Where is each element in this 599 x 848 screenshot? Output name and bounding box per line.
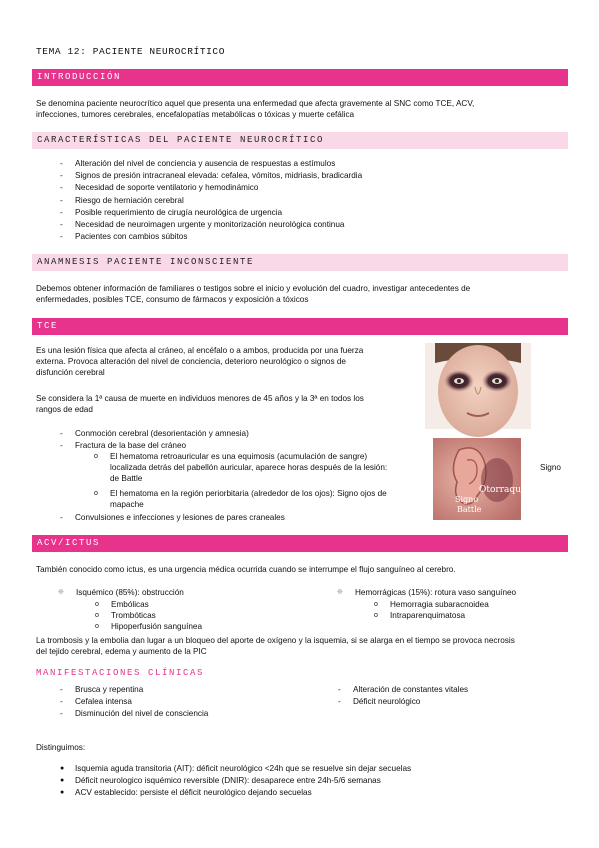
tce-line: externa. Provoca alteración del nivel de conciencia, deterioro neurológico o signos de <box>36 357 346 366</box>
hemorragico-sublist <box>374 599 489 621</box>
manifestaciones-right-list <box>338 684 469 708</box>
anamnesis-paragraph <box>36 283 564 305</box>
isquemico-block <box>58 587 184 598</box>
isquemico-label: Isquémico (85%): obstrucción <box>76 588 184 597</box>
bullet-icon: o <box>374 601 378 608</box>
tce-definition <box>36 345 414 378</box>
tce-line: disfunción cerebral <box>36 368 105 377</box>
list-item: - Fractura de la base del cráneo <box>60 441 187 451</box>
section-header-acv: ACV/ICTUS <box>32 535 568 552</box>
anamnesis-line: enfermedades, posibles TCE, consumo de fármacos y exposición a tóxicos <box>36 295 309 304</box>
ear-illustration <box>433 438 530 520</box>
raccoon-eyes-image <box>425 343 531 429</box>
trombosis-line: del tejido cerebral, edema y aumento de la PIC <box>36 647 207 656</box>
list-item: - Pacientes con cambios súbitos <box>60 232 188 242</box>
list-item: - Necesidad de soporte ventilatorio y hemodinámico <box>60 183 259 193</box>
mapache-line: mapache <box>110 500 144 509</box>
bullet-icon: o <box>95 623 99 630</box>
bullet-icon: o <box>374 612 378 619</box>
asterisk-icon: ❊ <box>58 589 64 596</box>
list-item: - Alteración del nivel de conciencia y ausencia de respuestas a estímulos <box>60 159 336 168</box>
raccoon-sign-description <box>94 488 428 510</box>
list-item: Embólicas <box>111 600 149 609</box>
section-header-anamnesis: ANAMNESIS PACIENTE INCONSCIENTE <box>32 254 568 271</box>
ear-label-signo: Signo <box>455 495 479 504</box>
bullet-icon: o <box>94 453 98 460</box>
isquemico-sublist <box>95 599 203 632</box>
list-item: - Convulsiones e infecciones y lesiones de pares craneales <box>60 513 285 522</box>
hemorragico-block <box>337 587 517 598</box>
trombosis-paragraph <box>36 635 564 657</box>
intro-line: infecciones, tumores cerebrales, encefalopatías metabólicas o tóxicas y muerte cefálica <box>36 110 355 119</box>
intro-paragraph <box>36 98 564 120</box>
section-header-introduccion: INTRODUCCIÓN <box>32 69 568 86</box>
bullet-icon: o <box>95 601 99 608</box>
hemorragico-label: Hemorrágicas (15%): rotura vaso sanguíneo <box>355 588 517 597</box>
battle-sign-image <box>433 438 530 520</box>
battle-line: El hematoma retroauricular es una equimosis (acumulación de sangre) <box>110 452 368 461</box>
signo-word: Signo <box>540 463 561 472</box>
list-item: Intraparenquimatosa <box>390 611 466 620</box>
list-item: - Disminución del nivel de consciencia <box>60 709 209 719</box>
manifestaciones-heading: MANIFESTACIONES CLÍNICAS <box>36 668 205 678</box>
list-item: ● ACV establecido: persiste el déficit neurológico dejando secuelas <box>60 788 312 798</box>
list-item: - Posible requerimiento de cirugía neurológica de urgencia <box>60 207 283 217</box>
section-header-tce: TCE <box>32 318 568 335</box>
list-item: Hipoperfusión sanguínea <box>111 622 203 631</box>
tce-line: Es una lesión física que afecta al cráneo, al encéfalo o a ambos, producida por una fuerza <box>36 346 364 355</box>
battle-sign-description <box>94 451 428 484</box>
tce-line: rangos de edad <box>36 405 93 414</box>
ear-label-battle: Battle <box>457 505 482 514</box>
mapache-line: El hematoma en la región periorbitaria (alrededor de los ojos): Signo ojos de <box>110 489 387 498</box>
acv-intro: También conocido como ictus, es una urgencia médica ocurrida cuando se interrumpe el flujo sanguíneo al cerebro. <box>36 565 456 574</box>
battle-line: de Battle <box>110 474 143 483</box>
tce-epidemiology <box>36 393 414 415</box>
list-item: - Alteración de constantes vitales <box>338 685 469 694</box>
list-item: - Riesgo de herniación cerebral <box>60 195 184 205</box>
list-item: - Conmoción cerebral (desorientación y amnesia) <box>60 429 249 438</box>
tce-list <box>60 428 249 452</box>
list-item: - Necesidad de neuroimagen urgente y monitorización neurológica continua <box>60 219 345 229</box>
ear-label-otorraquia: Otorraquia <box>479 485 530 495</box>
list-item: ● Isquemia aguda transitoria (AIT): déficit neurológico <24h que se resuelve sin dejar secuelas <box>60 764 412 773</box>
bullet-icon: o <box>94 490 98 497</box>
list-item: - Brusca y repentina <box>60 685 144 694</box>
distinguimos-list <box>60 763 412 800</box>
trombosis-line: La trombosis y la embolia dan lugar a un bloqueo del aporte de oxígeno y la isquemia, si se alarga en el tiempo se provoca necrosis <box>36 636 515 645</box>
face-illustration <box>425 343 531 429</box>
list-item: - Signos de presión intracraneal elevada: cefalea, vómitos, midriasis, bradicardia <box>60 171 363 181</box>
list-item: Trombóticas <box>111 611 156 620</box>
list-item: Hemorragia subaracnoidea <box>390 600 489 609</box>
list-item: - Cefalea intensa <box>60 697 132 707</box>
document-title: TEMA 12: PACIENTE NEUROCRÍTICO <box>36 46 226 57</box>
caracteristicas-list <box>60 158 363 243</box>
battle-line: localizada detrás del pabellón auricular, aparece horas después de la lesión: <box>110 463 388 472</box>
intro-line: Se denomina paciente neurocrítico aquel que presenta una enfermedad que afecta gravemente al SNC como TCE, ACV, <box>36 99 475 108</box>
asterisk-icon: ❊ <box>337 589 343 596</box>
section-header-caracteristicas: CARACTERÍSTICAS DEL PACIENTE NEUROCRÍTICO <box>32 132 568 149</box>
bullet-icon: o <box>95 612 99 619</box>
distinguimos-label: Distinguimos: <box>36 743 86 752</box>
anamnesis-line: Debemos obtener información de familiares o testigos sobre el inicio y evolución del cuadro, investigar antecedentes de <box>36 284 471 293</box>
list-item: ● Déficit neurologico isquémico reversible (DNIR): desaparece entre 24h-5/6 semanas <box>60 776 381 786</box>
manifestaciones-left-list <box>60 684 209 721</box>
tce-list-cont <box>60 512 285 524</box>
tce-line: Se considera la 1ª causa de muerte en individuos menores de 45 años y la 3ª en todos los <box>36 394 364 403</box>
list-item: - Déficit neurológico <box>338 697 421 707</box>
